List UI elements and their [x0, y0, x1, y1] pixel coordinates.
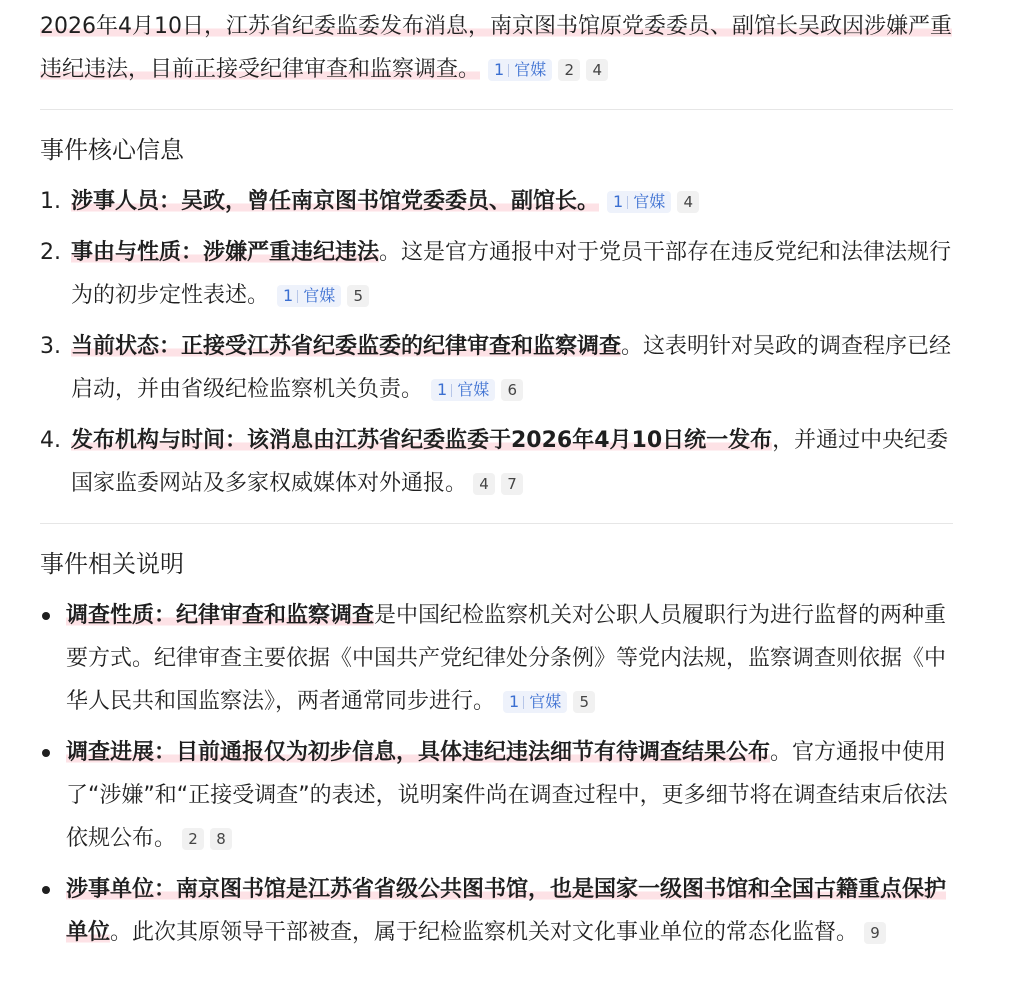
related-notes-list: [40, 594, 953, 954]
section-heading-core-info: 事件核心信息: [40, 136, 184, 164]
source-tag-official-media[interactable]: [488, 59, 552, 81]
list-item: [40, 419, 953, 505]
source-tag-label: 官媒: [633, 192, 666, 211]
source-tag-label: 官媒: [303, 286, 336, 305]
item-body-text: 。这是官方通报中对于党员干部存在违反党纪和法律法规行为的初步定性表述。: [71, 240, 952, 308]
source-tag-number: 1: [283, 286, 294, 305]
list-number: 3.: [40, 334, 61, 359]
citation-badge[interactable]: 2: [558, 59, 580, 81]
list-item: [40, 868, 953, 954]
item-bold-text: 涉事人员：吴政，曾任南京图书馆党委委员、副馆长。: [71, 189, 600, 214]
source-tag-official-media[interactable]: [607, 191, 671, 213]
answer-content: [0, 5, 1011, 954]
source-tag-divider: [451, 384, 452, 397]
citation-badge[interactable]: 2: [182, 828, 204, 850]
list-item: [40, 231, 953, 317]
item-body-text: ，并通过中央纪委国家监委网站及多家权威媒体对外通报。: [71, 428, 949, 496]
source-tag-number: 1: [509, 692, 520, 711]
item-body-text: 。官方通报中使用了“涉嫌”和“正接受调查”的表述，说明案件尚在调查过程中，更多细节将在调查结束后依法依规公布。: [66, 740, 948, 851]
item-body-text: 是中国纪检监察机关对公职人员履职行为进行监督的两种重要方式。纪律审查主要依据《中国共产党纪律处分条例》等党内法规，监察调查则依据《中华人民共和国监察法》，两者通常同步进行。: [66, 603, 947, 714]
list-item: [40, 325, 953, 411]
list-item: [40, 180, 953, 223]
list-item: [40, 594, 953, 723]
source-tag-number: 1: [437, 380, 448, 399]
source-tag-official-media[interactable]: [277, 285, 341, 307]
source-tag-official-media[interactable]: [431, 379, 495, 401]
citation-badge[interactable]: 9: [864, 922, 886, 944]
source-tag-official-media[interactable]: [503, 691, 567, 713]
core-info-list: [40, 180, 953, 505]
item-bold-text: 调查进展：目前通报仅为初步信息，具体违纪违法细节有待调查结果公布: [66, 740, 771, 765]
section-divider: [40, 109, 953, 110]
intro-text: 2026年4月10日，江苏省纪委监委发布消息，南京图书馆原党委委员、副馆长吴政因涉嫌严重违纪违法，目前正接受纪律审查和监察调查。: [40, 14, 952, 82]
item-body-text: 。这表明针对吴政的调查程序已经启动，并由省级纪检监察机关负责。: [71, 334, 952, 402]
source-tag-divider: [508, 64, 509, 77]
source-tag-number: 1: [613, 192, 624, 211]
citation-badge[interactable]: 4: [586, 59, 608, 81]
item-bold-text: 发布机构与时间：该消息由江苏省纪委监委于2026年4月10日统一发布: [71, 428, 773, 453]
list-number: 2.: [40, 240, 61, 265]
source-tag-label: 官媒: [457, 380, 490, 399]
source-tag-number: 1: [494, 60, 505, 79]
item-bold-text: 事由与性质：涉嫌严重违纪违法: [71, 240, 380, 265]
citation-badge[interactable]: 5: [573, 691, 595, 713]
bullet-dot: [42, 749, 50, 757]
source-tag-divider: [297, 290, 298, 303]
list-item: [40, 731, 953, 860]
citation-badge[interactable]: 6: [501, 379, 523, 401]
bullet-dot: [42, 886, 50, 894]
section-divider: [40, 523, 953, 524]
intro-paragraph: [40, 5, 953, 91]
section-heading-related-notes: 事件相关说明: [40, 550, 184, 578]
citation-badge[interactable]: 7: [501, 473, 523, 495]
source-tag-label: 官媒: [529, 692, 562, 711]
source-tag-divider: [627, 196, 628, 209]
citation-badge[interactable]: 8: [210, 828, 232, 850]
source-tag-divider: [523, 696, 524, 709]
citation-badge[interactable]: 4: [677, 191, 699, 213]
bullet-dot: [42, 612, 50, 620]
item-bold-text: 调查性质：纪律审查和监察调查: [66, 603, 375, 628]
source-tag-label: 官媒: [514, 60, 547, 79]
item-bold-text: 涉事单位：南京图书馆是江苏省省级公共图书馆，也是国家一级图书馆和全国古籍重点保护单位: [66, 877, 947, 945]
list-number: 1.: [40, 189, 61, 214]
list-number: 4.: [40, 428, 61, 453]
item-bold-text: 当前状态：正接受江苏省纪委监委的纪律审查和监察调查: [71, 334, 622, 359]
citation-badge[interactable]: 5: [347, 285, 369, 307]
citation-badge[interactable]: 4: [473, 473, 495, 495]
item-body-text: 。此次其原领导干部被查，属于纪检监察机关对文化事业单位的常态化监督。: [110, 920, 859, 945]
